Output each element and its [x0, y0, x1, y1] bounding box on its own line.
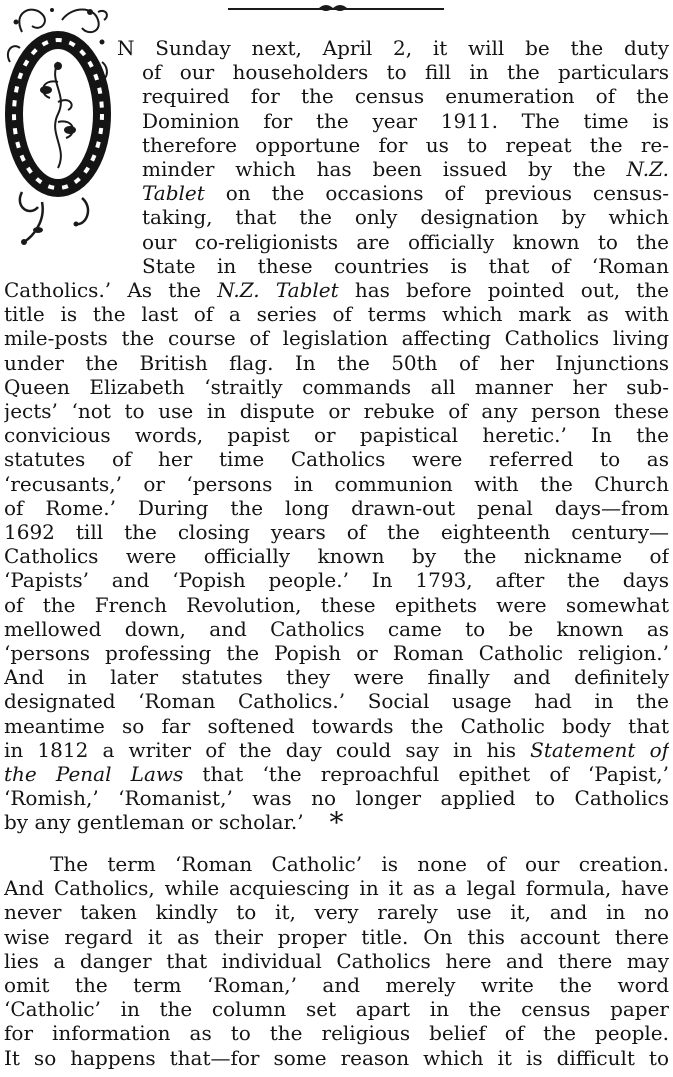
text-line: designated ‘Roman Catholics.’ Social usage had in the [4, 689, 669, 714]
text-line: by any gentleman or scholar.’ [4, 810, 304, 835]
text-line: convicious words, papist or papistical heretic.’ In the [4, 423, 669, 448]
rule-ornament [318, 2, 348, 14]
text-line: Tablet on the occasions of previous census- [142, 181, 669, 206]
text-line: title is the last of a series of terms which mark as with [4, 302, 669, 327]
text-line: mellowed down, and Catholics came to be known as [4, 616, 669, 641]
text-line: And Catholics, while acquiescing in it as a legal formula, have [4, 876, 669, 901]
text-line: State in these countries is that of ‘Roman [142, 253, 669, 278]
text-line: And in later statutes they were finally and definitely [4, 665, 669, 690]
text-line: Dominion for the year 1911. The time is [142, 108, 669, 133]
text-line: ‘persons professing the Popish or Roman Catholic religion.’ [4, 641, 669, 665]
text-line: Queen Elizabeth ‘straitly commands all manner her sub- [4, 374, 669, 399]
text-line: under the British flag. In the 50th of her Injunctions [4, 350, 669, 375]
text-line: statutes of her time Catholics were referred to as [4, 447, 669, 472]
text-line: therefore opportune for us to repeat the re- [142, 132, 669, 157]
text-line: ‘Papists’ and ‘Popish people.’ In 1793, after the days [4, 568, 669, 593]
text-line: omit the term ‘Roman,’ and merely write the word [4, 973, 669, 997]
text-line: minder which has been issued by the N.Z. [142, 157, 669, 181]
text-line: Catholics.’ As the N.Z. Tablet has before pointed out, the [4, 278, 669, 302]
text-line: mile-posts the course of legislation affecting Catholics living [4, 326, 669, 351]
text-line: never taken kindly to it, very rarely use it, and in no [4, 900, 669, 925]
text-line: wise regard it as their proper title. On this account there [4, 924, 669, 949]
text-line: of the French Revolution, these epithets were somewhat [4, 592, 669, 617]
text-line: our co-religionists are officially known to the [142, 229, 669, 254]
text-line: It so happens that—for some reason which it is difficult to [4, 1045, 669, 1070]
text-line: meantime so far softened towards the Catholic body that [4, 713, 669, 738]
text-line: for information as to the religious belief of the people. [4, 1021, 669, 1046]
section-separator: * [329, 806, 344, 839]
text-line: required for the census enumeration of the [142, 84, 669, 109]
text-line: lies a danger that individual Catholics here and there may [4, 948, 669, 973]
text-line: the Penal Laws that ‘the reproachful epithet of ‘Papist,’ [4, 762, 669, 786]
text-line: in 1812 a writer of the day could say in his Statement of [4, 737, 669, 762]
text-line: ‘Catholic’ in the column set apart in the census paper [4, 997, 669, 1022]
text-line: taking, that the only designation by which [142, 205, 669, 230]
text-line: jects’ ‘not to use in dispute or rebuke of any person these [4, 399, 669, 423]
text-line: 1692 till the closing years of the eighteenth century— [4, 520, 669, 544]
text-line: of Rome.’ During the long drawn-out penal days—from [4, 495, 669, 520]
text-line: The term ‘Roman Catholic’ is none of our creation. [50, 852, 669, 876]
text-line: N Sunday next, April 2, it will be the duty [117, 36, 669, 60]
text-line: ‘recusants,’ or ‘persons in communion with the Church [4, 471, 669, 496]
text-line: ‘Romish,’ ‘Romanist,’ was no longer applied to Catholics [4, 786, 669, 811]
text-line: Catholics were officially known by the nickname of [4, 544, 669, 569]
text-line: of our householders to fill in the particulars [142, 60, 669, 85]
ornamental-drop-cap [2, 2, 114, 248]
